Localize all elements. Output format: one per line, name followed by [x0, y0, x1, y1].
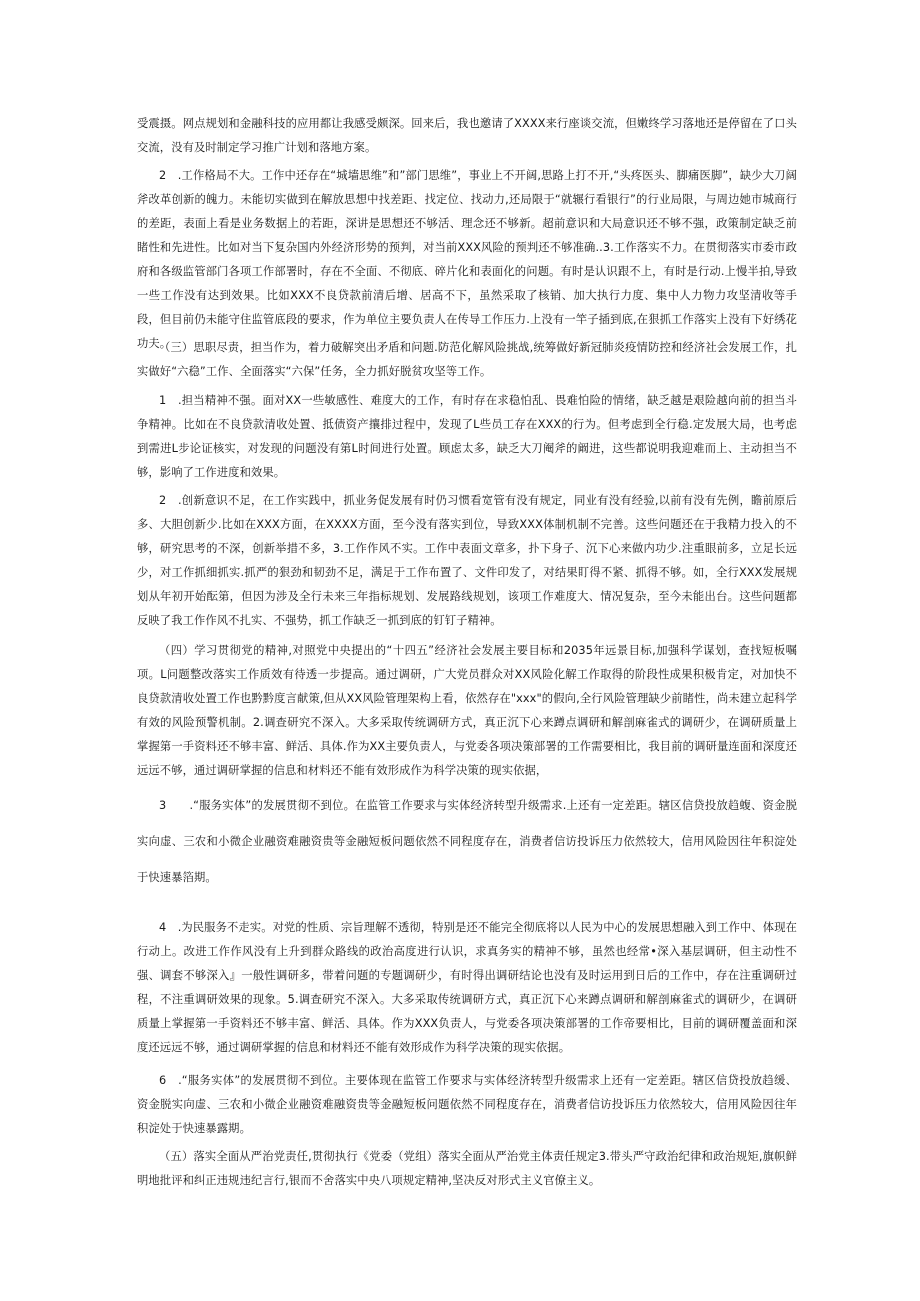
paragraph-7: 3 .“服务实体”的发展贯彻不到位。在监管工作要求与实体经济转型升级需求.上还有一定差距。辖区信贷投放趋蝮、资金脱实向虚、三农和小微企业融资难融资贵等金融短板问题依然不同程度存在，消费者信访投诉压力依然较大，信用风险因往年积淀处于快速暴箔期。 — [137, 799, 797, 884]
paragraph-5: 2 .创新意识不足，在工作实践中，抓业务促发展有时仍习惯看宽管有没有规定，同业有没有经验,以前有没有先例，瞻前原后多、大胆创新少.比如在XXX方面，在XXXX方面，至今没有落实到位，导致XXX体制机制不完善。这些问题还在于我精力投入的不够，研究思考的不深，创新举措不多，3.工作作风不实。工作中表面文章多，扑下身子、沉下心来做内功少.注重眼前多，立足长远少，对工作抓细抓实.抓严的狠劲和韧劲不足，满足于工作布置了、文件印发了，对结果盯得不紧、抓得不够。如，全行XXX发展规划从年初开始酝第，但因为涉及全行未来三年指标规划、发展路线规划，该项工作难度大、情况复杂，至今未能出台。这些问题都反映了我工作作风不扎实、不强势，抓工作缺乏一抓到底的钉钉子精神。 — [137, 494, 797, 627]
paragraph-4: 1 .担当精神不强。面对XX一些敏感性、难度大的工作，有时存在求稳怕乱、畏难怕险的情绪，缺乏越是艰险越向前的担当斗争精神。比如在不良贷款清收处置、抵债资产攘排过程中，发现了L些员工存在XXX的行为。但考虑到全行稳.定发展大局，也考虑到需进L步论证核实，对发现的问题没有第L时间进行处置。顾虑太多，缺乏大刀阉斧的阚进，这些都说明我迎难而上、主动担当不够，影响了工作进度和效果。 — [137, 394, 797, 479]
paragraph-6: （四）学习贯彻党的精神,对照党中央提出的“十四五”经济社会发展主要目标和2035年远景目标,加强科学谋划，查找短板嘱项。L问题整改落实工作质效有待透一步提高。通过调研，广大党员群众对XX风险化解工作取得的阶段性成果积极肯定，对加快不良贷款清收处置工作也黔黔度言献策,但从XX风险管理架构上看，依然存在"xxx"的假向,全行风险管理缺少前睹性，尚未建立起科学有效的风险预警机制。2.调查研究不深入。大多采取传统调研方式，真正沉下心来蹲点调研和解剖麻雀式的调研少，在调研质量上掌握第一手资料还不够丰富、鲜活、具体.作为XX主要负责人，与党委各项决策部署的工作需要相比，我目前的调研量连面和深度还远远不够，通过调研掌握的信息和材料还不能有效形成作为科学决策的现实依据， — [137, 644, 797, 777]
paragraph-1: 受震摄。网点规划和金融科技的应用都让我感受颇深。回来后，我也邀请了XXXX来行座谈交流，但嫩终学习落地还是停留在了口头交流，没有及时制定学习推广计划和落地方案。 — [137, 117, 797, 154]
paragraph-9: 6 .“服务实体”的发展贯彻不到位。主要体现在监管工作要求与实体经济转型升级需求上还有一定差距。辖区信贷投放趋缓、资金脱实向虚、三农和小微企业融资难融资贵等金融短板问题依然不同程度存在，消费者信访投诉压力依然较大，信用风险因往年积淀处于快速暴露期。 — [137, 1074, 797, 1135]
paragraph-3: （三）思职尽责，担当作为，着力破解突出矛盾和问题.防范化解风险挑战,统筹做好新冠肺炎疫情防控和经济社会发展工作，扎实做好“六稳”工作、全面落实“六保”任务，全力抓好脱贫攻坚等工作。 — [137, 341, 797, 378]
paragraph-8: 4 .为民服务不走实。对党的性质、宗旨理解不透彻，特别是还不能完全彻底将以人民为中心的发展思想融入到工作中、体现在行动上。改进工作作风没有上升到群众路线的政治高度进行认识，求真务实的精神不够，虽然也经常•深入基层调研，但主动性不强、调套不够深入』一般性调研多，带着问题的专题调研少，有时得出调研结论也没有及时运用到日后的工作中，存在注重调研过程，不注重调研效果的现象。5.调查研究不深入。大多采取传统调研方式，真正沉下心来蹲点调研和解剖麻雀式的调研少，在调研质量上掌握第一手资料还不够丰富、鲜活、具体。作为XXX负责人，与党委各项决策部署的工作帝要相比，目前的调研覆盖面和深度还远远不够，通过调研掌握的信息和材料还不能有效形成作为科学决策的现实依据。 — [137, 921, 797, 1054]
paragraph-10: （五）落实全面从严治党责任,贯彻执行《党委（党组）落实全面从严治党主体责任规定3.带头严守政治纪律和政治规矩,旗帜鲜明地批评和纠正违规违纪言行,银而不舍落实中央八项规定精神,坚决反对形式主义官僚主义。 — [137, 1150, 797, 1187]
paragraph-2: 2 .工作格局不大。工作中还存在“城墙思维”和”部门思维”，事业上不开阔,思路上打不开,“头疼医头、脚痛医脚”，缺少大刀阔斧改革创新的魄力。未能切实做到在解放思想中找差距、找定位、找动力,还局限于“就辗行看银行”的行业局限，与周边她市城商行的差距，表面上看是业务数据上的若距，深讲是思想还不够活、理念还不够新。超前意识和大局意识还不够不强，政策制定缺乏前睹性和先进性。比如对当下复杂国内外经济形势的预判，对当前XXX风险的预判还不够准确..3.工作落实不力。在贯彻落实市委市政府和各级监管部门各项工作部署时，存在不全面、不彻底、碎片化和表面化的问题。有时是认识跟不上，有时是行动.上慢半拍,导致一些工作没有达到效果。比如XXX不良贷款前清后增、居高不下，虽然采取了核销、加大执行力度、集中人力物力攻坚清收等手段，但目前仍未能守住监管底段的要求，作为单位主要负责人在传导工作压力.上没有一竿子插到底,在狠抓工作落实上没有下好绣花功夫。 — [137, 169, 797, 350]
